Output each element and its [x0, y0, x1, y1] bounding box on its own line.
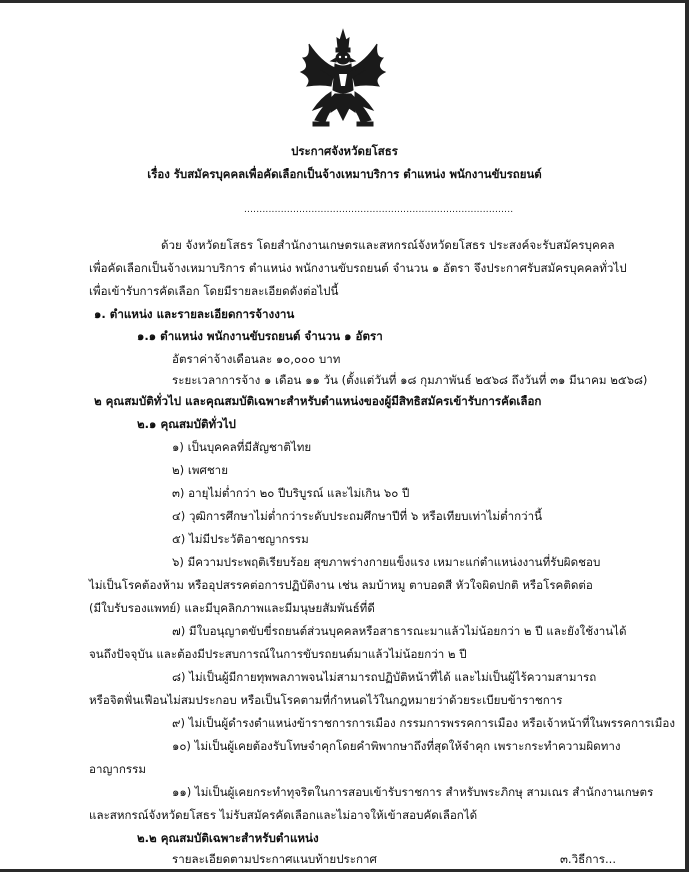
list-item-continued: และสหกรณ์จังหวัดยโสธร ไม่รับสมัครคัดเลือกและไม่อาจให้เข้าสอบคัดเลือกได้ [89, 808, 478, 822]
sub-heading: ๒.๑ คุณสมบัติทั่วไป [137, 417, 236, 431]
list-item-continued: ไม่เป็นโรคต้องห้าม หรืออุปสรรคต่อการปฏิบัติงาน เช่น ลมบ้าหมู ตาบอดสี หัวใจผิดปกติ หรือโรคติดต่อ [89, 578, 593, 592]
subject-line: เรื่อง รับสมัครบุคคลเพื่อคัดเลือกเป็นจ้างเหมาบริการ ตำแหน่ง พนักงานขับรถยนต์ [147, 167, 542, 181]
sub-heading: ๒.๒ คุณสมบัติเฉพาะสำหรับตำแหน่ง [137, 831, 319, 845]
intro-line: ด้วย จังหวัดยโสธร โดยสำนักงานเกษตรและสหกรณ์จังหวัดยโสธร ประสงค์จะรับสมัครบุคคล [161, 238, 615, 252]
list-item: ๓) อายุไม่ต่ำกว่า ๒๐ ปีบริบูรณ์ และไม่เกิน ๖๐ ปี [172, 486, 410, 500]
list-item-continued: จนถึงปัจจุบัน และต้องมีประสบการณ์ในการขับรถยนต์มาแล้วไม่น้อยกว่า ๒ ปี [89, 647, 467, 661]
list-item: ๖) มีความประพฤติเรียบร้อย สุขภาพร่างกายแข็งแรง เหมาะแก่ตำแหน่งงานที่รับผิดชอบ [172, 555, 601, 569]
scan-border-top [0, 0, 689, 3]
list-item: ๘) ไม่เป็นผู้มีกายทุพพลภาพจนไม่สามารถปฏิบัติหน้าที่ได้ และไม่เป็นผู้ไร้ความสามารถ [172, 670, 597, 684]
garuda-emblem-icon [291, 28, 395, 132]
section-heading: ๑. ตำแหน่ง และรายละเอียดการจ้างงาน [94, 307, 295, 321]
sub-heading: ๑.๑ ตำแหน่ง พนักงานขับรถยนต์ จำนวน ๑ อัตรา [137, 329, 383, 343]
divider: ........................................................................................ [244, 205, 514, 215]
intro-line: เพื่อคัดเลือกเป็นจ้างเหมาบริการ ตำแหน่ง พนักงานขับรถยนต์ จำนวน ๑ อัตรา จึงประกาศรับสมัครบุคคลทั่วไป [89, 261, 627, 275]
list-item: ๙) ไม่เป็นผู้ดำรงตำแหน่งข้าราชการการเมือง กรรมการพรรคการเมือง หรือเจ้าหน้าที่ในพรรคการเมือง [172, 716, 675, 730]
intro-line: เพื่อเข้ารับการคัดเลือก โดยมีรายละเอียดดังต่อไปนี้ [89, 284, 339, 298]
list-item: ๑๐) ไม่เป็นผู้เคยต้องรับโทษจำคุกโดยคำพิพากษาถึงที่สุดให้จำคุก เพราะกระทำความผิดทาง [172, 739, 621, 753]
list-item: ๕) ไม่มีประวัติอาชญากรรม [172, 532, 309, 546]
page-title: ประกาศจังหวัดยโสธร [291, 144, 398, 158]
period-text: ระยะเวลาการจ้าง ๑ เดือน ๑๑ วัน (ตั้งแต่วันที่ ๑๘ กุมภาพันธ์ ๒๕๖๘ ถึงวันที่ ๓๑ มีนาคม ๒๕๖๘) [172, 373, 648, 387]
list-item: ๑๑) ไม่เป็นผู้เคยกระทำทุจริตในการสอบเข้ารับราชการ สำหรับพระภิกษุ สามเณร สำนักงานเกษตร [172, 785, 654, 799]
list-item-continued: อาญากรรม [89, 762, 146, 776]
salary-text: อัตราค่าจ้างเดือนละ ๑๐,๐๐๐ บาท [172, 352, 341, 366]
list-item: ๗) มีใบอนุญาตขับขี่รถยนต์ส่วนบุคคลหรือสาธารณะมาแล้วไม่น้อยกว่า ๒ ปี และยังใช้งานได้ [172, 624, 627, 638]
continuation-marker: ๓.วิธีการ... [560, 852, 617, 866]
list-item: ๔) วุฒิการศึกษาไม่ต่ำกว่าระดับประถมศึกษาปีที่ ๖ หรือเทียบเท่าไม่ต่ำกว่านี้ [172, 509, 543, 523]
list-item-continued: หรือจิตฟั่นเฟือนไม่สมประกอบ หรือเป็นโรคตามที่กำหนดไว้ในกฎหมายว่าด้วยระเบียบข้าราชการ [89, 693, 563, 707]
list-item: ๑) เป็นบุคคลที่มีสัญชาติไทย [172, 440, 312, 454]
list-item-continued: (มีใบรับรองแพทย์) และมีบุคลิกภาพและมีมนุษยสัมพันธ์ที่ดี [89, 601, 375, 615]
section-heading: ๒ คุณสมบัติทั่วไป และคุณสมบัติเฉพาะสำหรับตำแหน่งของผู้มีสิทธิสมัครเข้ารับการคัดเลือก [94, 394, 542, 408]
scan-border-right [685, 0, 689, 872]
sub-text: รายละเอียดตามประกาศแนบท้ายประกาศ [172, 852, 377, 866]
list-item: ๒) เพศชาย [172, 463, 228, 477]
